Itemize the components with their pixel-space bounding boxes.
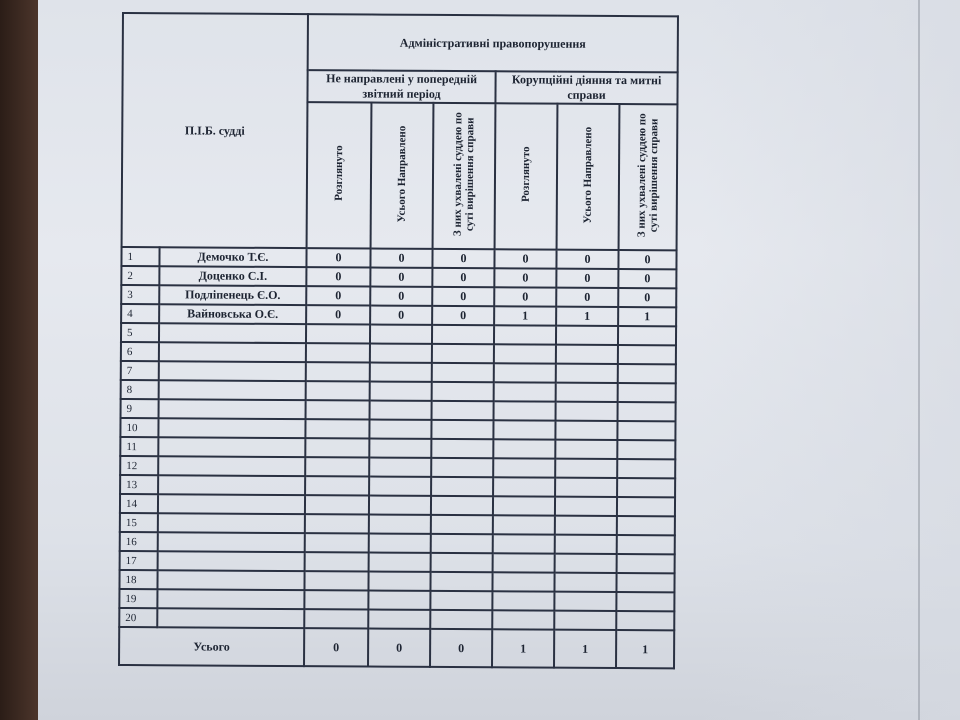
value-cell xyxy=(493,553,555,572)
value-cell xyxy=(432,363,494,382)
row-number: 13 xyxy=(120,475,158,494)
total-cell: 1 xyxy=(492,629,554,667)
judge-name xyxy=(159,380,306,400)
value-cell xyxy=(617,516,675,535)
table-body xyxy=(119,247,676,630)
value-cell xyxy=(431,458,493,477)
value-cell xyxy=(618,364,676,383)
value-cell xyxy=(555,459,617,478)
value-cell xyxy=(493,458,555,477)
value-cell xyxy=(493,477,555,496)
row-number: 10 xyxy=(120,418,158,437)
value-cell xyxy=(305,419,369,438)
value-cell xyxy=(431,515,493,534)
value-cell xyxy=(305,533,369,552)
judge-name: Демочко Т.Є. xyxy=(159,247,306,267)
value-cell xyxy=(494,401,556,420)
judge-name xyxy=(159,323,306,343)
value-cell xyxy=(305,495,369,514)
row-number: 18 xyxy=(119,570,157,589)
row-number: 15 xyxy=(120,513,158,532)
judge-name xyxy=(158,532,305,552)
value-cell xyxy=(305,514,369,533)
value-cell: 0 xyxy=(306,248,370,267)
value-cell: 0 xyxy=(556,250,618,269)
value-cell xyxy=(306,400,370,419)
row-number: 2 xyxy=(121,266,159,285)
value-cell xyxy=(431,496,493,515)
value-cell: 1 xyxy=(494,306,556,325)
col-header: З них ухвалені суддею по суті вирішення справи xyxy=(433,103,496,249)
value-cell xyxy=(616,611,674,630)
row-number: 4 xyxy=(121,304,159,323)
value-cell xyxy=(304,571,368,590)
value-cell xyxy=(494,363,556,382)
value-cell: 0 xyxy=(306,286,370,305)
value-cell: 0 xyxy=(370,268,432,287)
judge-name xyxy=(158,475,305,495)
value-cell xyxy=(369,496,431,515)
value-cell xyxy=(369,477,431,496)
judge-name-header: П.І.Б. судді xyxy=(122,13,308,248)
value-cell: 0 xyxy=(494,249,556,268)
value-cell xyxy=(493,420,555,439)
row-number: 11 xyxy=(120,437,158,456)
value-cell: 0 xyxy=(432,306,494,325)
value-cell xyxy=(617,535,675,554)
total-cell: 1 xyxy=(616,630,674,668)
value-cell xyxy=(618,402,676,421)
judge-name xyxy=(157,608,304,628)
value-cell xyxy=(432,401,494,420)
value-cell xyxy=(305,476,369,495)
row-number: 20 xyxy=(119,608,157,627)
row-number: 19 xyxy=(119,589,157,608)
value-cell xyxy=(556,402,618,421)
row-number: 6 xyxy=(121,342,159,361)
value-cell: 0 xyxy=(432,249,494,268)
value-cell xyxy=(306,362,370,381)
value-cell xyxy=(370,363,432,382)
value-cell: 0 xyxy=(618,288,676,307)
value-cell xyxy=(370,344,432,363)
col-header: Розглянуто xyxy=(307,102,372,248)
value-cell: 0 xyxy=(306,305,370,324)
value-cell xyxy=(555,535,617,554)
value-cell: 0 xyxy=(370,249,432,268)
value-cell: 0 xyxy=(432,287,494,306)
total-cell: 0 xyxy=(304,628,368,666)
value-cell xyxy=(555,478,617,497)
col-header: Усього Направлено xyxy=(557,104,620,250)
col-header: Розглянуто xyxy=(495,103,558,249)
value-cell xyxy=(431,439,493,458)
value-cell xyxy=(555,421,617,440)
value-cell xyxy=(431,477,493,496)
judge-name xyxy=(158,513,305,533)
value-cell xyxy=(369,515,431,534)
value-cell xyxy=(370,382,432,401)
value-cell xyxy=(556,364,618,383)
value-cell xyxy=(306,381,370,400)
value-cell xyxy=(369,439,431,458)
value-cell xyxy=(554,573,616,592)
value-cell: 1 xyxy=(556,307,618,326)
value-cell xyxy=(617,554,675,573)
value-cell xyxy=(368,591,430,610)
col-header: З них ухвалені суддею по суті вирішення справи xyxy=(619,104,678,250)
value-cell xyxy=(493,439,555,458)
value-cell xyxy=(305,438,369,457)
total-cell: 0 xyxy=(430,629,492,667)
judge-name xyxy=(158,494,305,514)
value-cell xyxy=(369,458,431,477)
value-cell: 0 xyxy=(556,288,618,307)
value-cell xyxy=(555,554,617,573)
judge-name xyxy=(158,456,305,476)
value-cell: 0 xyxy=(494,287,556,306)
value-cell xyxy=(369,420,431,439)
judge-name xyxy=(159,399,306,419)
value-cell xyxy=(370,401,432,420)
value-cell xyxy=(493,534,555,553)
judge-name xyxy=(158,437,305,457)
value-cell xyxy=(616,573,674,592)
value-cell xyxy=(432,344,494,363)
judge-name: Подліпенець Є.О. xyxy=(159,285,306,305)
statistics-table xyxy=(118,12,679,669)
value-cell xyxy=(369,534,431,553)
value-cell xyxy=(494,325,556,344)
value-cell xyxy=(431,553,493,572)
judge-name xyxy=(158,418,305,438)
value-cell xyxy=(304,609,368,628)
row-number: 8 xyxy=(121,380,159,399)
value-cell xyxy=(555,516,617,535)
value-cell xyxy=(617,459,675,478)
value-cell xyxy=(305,457,369,476)
value-cell xyxy=(368,572,430,591)
value-cell xyxy=(432,325,494,344)
value-cell xyxy=(618,345,676,364)
value-cell xyxy=(556,345,618,364)
value-cell xyxy=(555,497,617,516)
page-edge xyxy=(918,0,920,720)
value-cell: 0 xyxy=(306,267,370,286)
value-cell xyxy=(618,326,676,345)
judge-name: Вайновська О.Є. xyxy=(159,304,306,324)
judge-name xyxy=(159,361,306,381)
value-cell xyxy=(305,552,369,571)
row-number: 17 xyxy=(120,551,158,570)
value-cell xyxy=(306,343,370,362)
value-cell xyxy=(616,592,674,611)
group-header: Адміністративні правопорушення xyxy=(308,14,678,72)
row-number: 12 xyxy=(120,456,158,475)
paper-shade xyxy=(700,0,960,720)
value-cell xyxy=(430,610,492,629)
value-cell xyxy=(493,515,555,534)
value-cell xyxy=(306,324,370,343)
total-cell: 1 xyxy=(554,630,616,668)
row-number: 5 xyxy=(121,323,159,342)
value-cell: 0 xyxy=(618,269,676,288)
value-cell xyxy=(617,421,675,440)
value-cell: 0 xyxy=(618,250,676,269)
col-header: Усього Направлено xyxy=(371,103,434,249)
value-cell: 0 xyxy=(370,287,432,306)
value-cell xyxy=(432,382,494,401)
value-cell xyxy=(556,326,618,345)
value-cell xyxy=(492,591,554,610)
value-cell: 0 xyxy=(556,269,618,288)
subgroup-header-right: Корупційні діяння та митні справи xyxy=(495,71,677,104)
row-number: 1 xyxy=(121,247,159,266)
judge-name: Доценко С.І. xyxy=(159,266,306,286)
value-cell xyxy=(430,591,492,610)
value-cell xyxy=(369,553,431,572)
value-cell: 1 xyxy=(618,307,676,326)
value-cell xyxy=(554,592,616,611)
value-cell xyxy=(370,325,432,344)
value-cell xyxy=(368,610,430,629)
value-cell: 0 xyxy=(370,306,432,325)
value-cell xyxy=(492,572,554,591)
document-sheet xyxy=(118,12,679,669)
value-cell xyxy=(617,478,675,497)
row-number: 7 xyxy=(121,361,159,380)
total-label: Усього xyxy=(119,627,304,666)
value-cell xyxy=(617,497,675,516)
value-cell xyxy=(494,382,556,401)
total-cell: 0 xyxy=(368,629,430,667)
judge-name xyxy=(157,570,304,590)
value-cell xyxy=(431,534,493,553)
row-number: 14 xyxy=(120,494,158,513)
value-cell xyxy=(304,590,368,609)
value-cell xyxy=(554,611,616,630)
value-cell xyxy=(556,383,618,402)
subgroup-header-left: Не направлені у попередній звітний період xyxy=(307,70,495,103)
value-cell xyxy=(617,440,675,459)
judge-name xyxy=(159,342,306,362)
value-cell: 0 xyxy=(432,268,494,287)
judge-name xyxy=(157,589,304,609)
row-number: 9 xyxy=(121,399,159,418)
value-cell xyxy=(431,420,493,439)
value-cell xyxy=(494,344,556,363)
judge-name xyxy=(158,551,305,571)
value-cell xyxy=(492,610,554,629)
value-cell xyxy=(493,496,555,515)
row-number: 16 xyxy=(120,532,158,551)
value-cell xyxy=(430,572,492,591)
row-number: 3 xyxy=(121,285,159,304)
value-cell xyxy=(618,383,676,402)
value-cell: 0 xyxy=(494,268,556,287)
value-cell xyxy=(555,440,617,459)
